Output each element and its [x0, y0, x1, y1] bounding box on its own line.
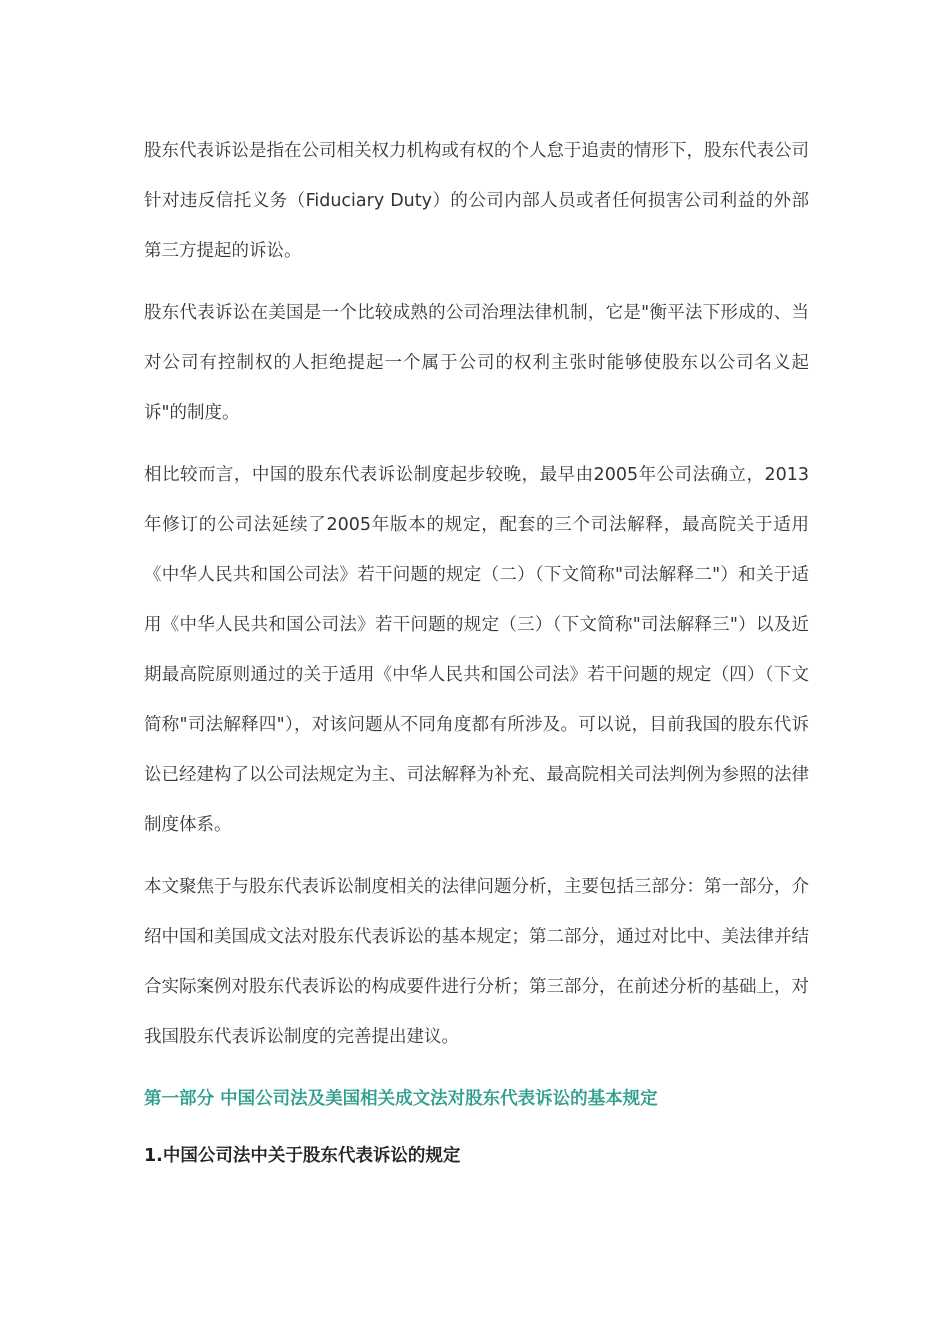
document-page	[144, 126, 809, 1176]
sub-heading-china-law: 1.中国公司法中关于股东代表诉讼的规定	[144, 1146, 461, 1166]
paragraph-article-outline: 本文聚焦于与股东代表诉讼制度相关的法律问题分析，主要包括三部分：第一部分，介绍中国和美国成文法对股东代表诉讼的基本规定；第二部分，通过对比中、美法律并结合实际案例对股东代表诉讼的构成要件进行分析；第三部分，在前述分析的基础上，对我国股东代表诉讼制度的完善提出建议。	[144, 877, 809, 1047]
paragraph-china-history: 相比较而言，中国的股东代表诉讼制度起步较晚，最早由2005年公司法确立，2013年修订的公司法延续了2005年版本的规定，配套的三个司法解释，最高院关于适用《中华人民共和国公司法》若干问题的规定（二）（下文简称"司法解释二"）和关于适用《中华人民共和国公司法》若干问题的规定（三）（下文简称"司法解释三"）以及近期最高院原则通过的关于适用《中华人民共和国公司法》若干问题的规定（四）（下文简称"司法解释四"），对该问题从不同角度都有所涉及。可以说，目前我国的股东代诉讼已经建构了以公司法规定为主、司法解释为补充、最高院相关司法判例为参照的法律制度体系。	[144, 465, 809, 835]
paragraph-definition: 股东代表诉讼是指在公司相关权力机构或有权的个人怠于追责的情形下，股东代表公司针对违反信托义务（Fiduciary Duty）的公司内部人员或者任何损害公司利益的外部第三方提起的诉讼。	[144, 141, 809, 261]
section-heading-part-one: 第一部分 中国公司法及美国相关成文法对股东代表诉讼的基本规定	[144, 1089, 658, 1109]
paragraph-us-mechanism: 股东代表诉讼在美国是一个比较成熟的公司治理法律机制，它是"衡平法下形成的、当对公司有控制权的人拒绝提起一个属于公司的权利主张时能够使股东以公司名义起诉"的制度。	[144, 303, 809, 423]
